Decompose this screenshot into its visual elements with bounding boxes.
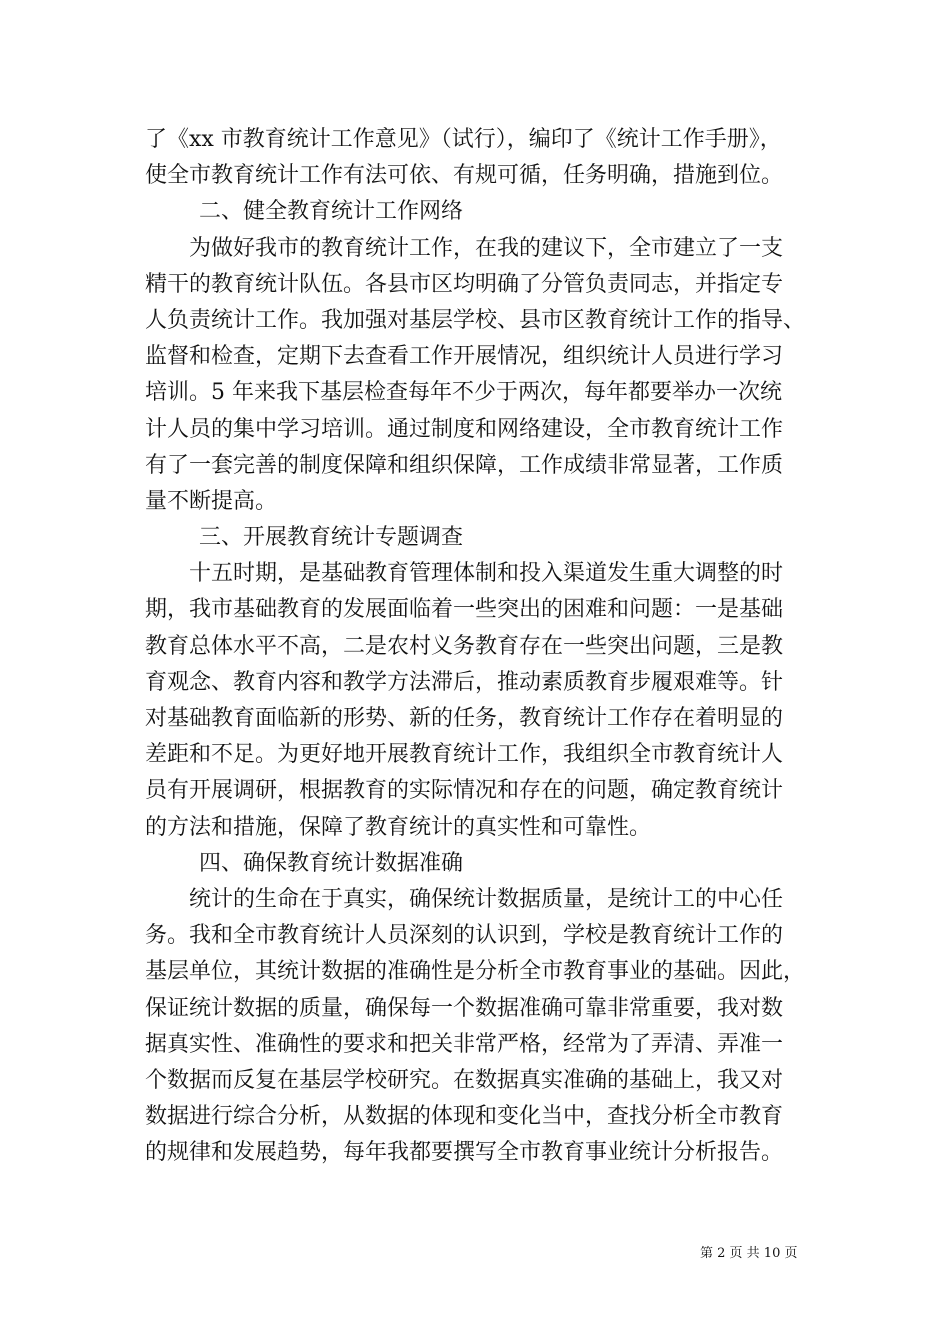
- document-body: [145, 122, 825, 1171]
- paragraph: [145, 882, 825, 1172]
- text-line: 了《xx 市教育统计工作意见》（试行），编印了《统计工作手册》，: [145, 127, 782, 152]
- text-line: 监督和检查，定期下去查看工作开展情况，组织统计人员进行学习: [145, 344, 784, 370]
- text-line: 对基础教育面临新的形势、新的任务，教育统计工作存在着明显的: [145, 706, 784, 731]
- text-line: 培训。5 年来我下基层检查每年不少于两次，每年都要举办一次统: [145, 380, 782, 406]
- paragraph: [145, 556, 825, 846]
- text-line: 教育总体水平不高，二是农村义务教育存在一些突出问题，三是教: [145, 633, 784, 659]
- paragraph: [145, 122, 825, 194]
- text-line: 基层单位，其统计数据的准确性是分析全市教育事业的基础。因此，: [145, 959, 806, 985]
- text-line: 的规律和发展趋势，每年我都要撰写全市教育事业统计分析报告。: [145, 1140, 784, 1166]
- text-line: 差距和不足。为更好地开展教育统计工作，我组织全市教育统计人: [145, 742, 784, 768]
- page-number: 第 2 页 共 10 页: [700, 1246, 798, 1261]
- text-line: 数据进行综合分析，从数据的体现和变化当中，查找分析全市教育: [145, 1104, 784, 1130]
- text-line: 人负责统计工作。我加强对基层学校、县市区教育统计工作的指导、: [145, 307, 806, 333]
- text-line: 据真实性、准确性的要求和把关非常严格，经常为了弄清、弄准一: [145, 1031, 784, 1057]
- section-heading: [145, 846, 825, 882]
- text-line: 精干的教育统计队伍。各县市区均明确了分管负责同志，并指定专: [145, 271, 784, 297]
- text-line: 使全市教育统计工作有法可依、有规可循，任务明确，措施到位。: [145, 163, 784, 189]
- text-line: 务。我和全市教育统计人员深刻的认识到，学校是教育统计工作的: [145, 923, 784, 949]
- text-line: 二、健全教育统计工作网络: [199, 199, 464, 225]
- text-line: 员有开展调研，根据教育的实际情况和存在的问题，确定教育统计: [145, 778, 784, 804]
- text-line: 有了一套完善的制度保障和组织保障，工作成绩非常显著，工作质: [145, 452, 784, 478]
- text-line: 个数据而反复在基层学校研究。在数据真实准确的基础上，我又对: [145, 1067, 784, 1093]
- text-line: 十五时期，是基础教育管理体制和投入渠道发生重大调整的时: [189, 561, 784, 587]
- section-heading: [145, 520, 825, 556]
- text-line: 的方法和措施，保障了教育统计的真实性和可靠性。: [145, 814, 652, 840]
- text-line: 计人员的集中学习培训。通过制度和网络建设，全市教育统计工作: [145, 416, 784, 442]
- text-line: 育观念、教育内容和教学方法滞后，推动素质教育步履艰难等。针: [145, 669, 784, 695]
- text-line: 三、开展教育统计专题调查: [199, 525, 464, 551]
- text-line: 四、确保教育统计数据准确: [199, 850, 464, 876]
- section-heading: [145, 194, 825, 230]
- text-line: 量不断提高。: [145, 488, 278, 514]
- text-line: 为做好我市的教育统计工作，在我的建议下，全市建立了一支: [189, 235, 784, 261]
- text-line: 保证统计数据的质量，确保每一个数据准确可靠非常重要，我对数: [145, 995, 784, 1021]
- text-line: 期，我市基础教育的发展面临着一些突出的困难和问题：一是基础: [145, 597, 784, 623]
- text-line: 统计的生命在于真实，确保统计数据质量，是统计工的中心任: [189, 886, 784, 912]
- paragraph: [145, 231, 825, 521]
